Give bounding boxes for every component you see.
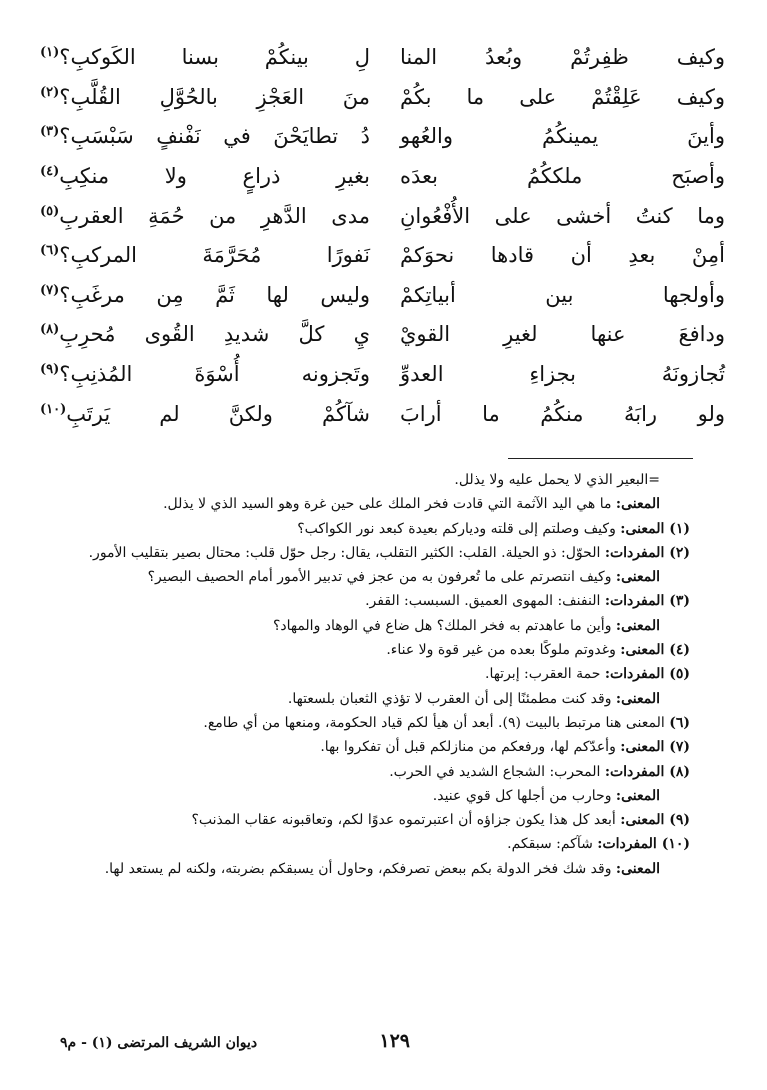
footnote-text: وكيف وصلتم إلى قلته ودياركم بعيدة كبعد نور الكواكب؟ xyxy=(297,520,621,537)
verse-first-hemistich: ودافعَ عنها لغيرِ القويْ xyxy=(400,322,725,347)
footnote-marker: (٧) xyxy=(40,282,60,298)
footnote-entry xyxy=(72,541,690,565)
poem-verses xyxy=(40,38,725,434)
verse-first-hemistich: وأينَ يمينكُمُ والعُهو xyxy=(400,124,725,149)
footnote-label: المعنى: xyxy=(615,690,660,707)
verse-row xyxy=(40,355,725,395)
verse-first-hemistich: وما كنتُ أخشى على الأُفْعُوانِ xyxy=(400,203,725,228)
footnote-entry xyxy=(72,662,690,686)
footnote-label: المعنى: xyxy=(615,860,660,877)
footnote-label: المعنى: xyxy=(615,787,660,804)
footnote-entry xyxy=(72,857,690,881)
footnote-entry xyxy=(72,565,690,589)
footnote-text: وأعدّكم لها، ورفعكم من منازلكم قبل أن تفكروا بها. xyxy=(320,739,621,756)
verse-first-hemistich: وكيف عَلِقْتُمْ على ما بكُمْ xyxy=(400,84,725,109)
verse-second-text: يِ كلَّ شديدِ القُوى مُحرِبِ xyxy=(59,322,370,347)
footnote-text: وحارب من أجلها كل قوي عنيد. xyxy=(432,787,616,804)
footnote-marker: (١) xyxy=(40,45,60,61)
verse-second-hemistich xyxy=(40,283,370,308)
footnote-label: (٤) المعنى: xyxy=(620,642,690,659)
footnote-text: وكيف انتصرتم على ما تُعرفون به من عجز في تدبير الأمور أمام الحصيف البصير؟ xyxy=(147,569,616,586)
verse-row xyxy=(40,394,725,434)
footnote-label: المعنى: xyxy=(615,496,660,513)
footnote-text: وقد شك فخر الدولة بكم ببعض تصرفكم، وحاول أن يسبقكم بضربته، ولكنه لم يستعد لها. xyxy=(104,860,616,877)
footnote-entry xyxy=(72,735,690,759)
footnote-entry xyxy=(72,760,690,784)
footnote-entry xyxy=(72,687,690,711)
footnote-text: وقد كنت مطمئنًا إلى أن العقرب لا تؤذي الثعبان بلسعتها. xyxy=(287,690,616,707)
footnote-text: أبعد كل هذا يكون جزاؤه أن اعتبرتموه عدوًا لكم، وتعاقبونه عقاب المذنب؟ xyxy=(191,812,621,829)
verse-second-hemistich xyxy=(40,124,370,149)
footnote-marker: (٣) xyxy=(40,124,60,140)
footnote-label: (٣) المفردات: xyxy=(604,593,690,610)
verse-second-text: لِ بينكُمْ بسنا الكَوكبِ؟ xyxy=(59,45,370,70)
footnote-marker: (٨) xyxy=(40,322,60,338)
verse-first-hemistich: تُجازونَهُ بجزاءِ العدوِّ xyxy=(400,361,725,386)
verse-first-hemistich: أمِنْ بعدِ أن قادها نحوَكمْ xyxy=(400,243,725,268)
footnote-text: النفنف: المهوى العميق. السبسب: القفر. xyxy=(365,593,605,610)
footnote-text: ما هي اليد الآثمة التي قادت فخر الملك على حين غرة وهو السيد الذي لا يذلل. xyxy=(163,496,616,513)
footnote-label: (٦) xyxy=(669,714,690,731)
verse-row xyxy=(40,315,725,355)
footnote-label: المعنى: xyxy=(615,569,660,586)
footnote-label: المعنى: xyxy=(615,617,660,634)
footnote-text: حمة العقرب: إبرتها. xyxy=(485,666,605,683)
verse-row xyxy=(40,276,725,316)
footnote-entry xyxy=(72,711,690,735)
verse-second-hemistich xyxy=(40,243,370,268)
footnote-label: (٧) المعنى: xyxy=(620,739,690,756)
verse-second-hemistich xyxy=(40,164,370,189)
verse-second-text: دُ تطايَحْنَ في نَفْنفٍ سَبْسَبِ؟ xyxy=(59,124,370,149)
verse-first-hemistich: وأصبَح ملككُمُ بعدَه xyxy=(400,163,725,188)
verse-second-hemistich xyxy=(40,402,370,427)
footnote-marker: (١٠) xyxy=(40,401,67,417)
verse-second-text: وليس لها ثَمَّ مِن مرغَبِ؟ xyxy=(59,282,370,307)
verse-second-hemistich xyxy=(40,204,370,229)
footnote-marker: (٢) xyxy=(40,84,60,100)
footnote-entry xyxy=(72,517,690,541)
footnote-text: وأين ما عاهدتم به فخر الملك؟ هل ضاع في الوهاد والمهاد؟ xyxy=(272,617,616,634)
footnote-text: وغدوتم ملوكًا بعده من غير قوة ولا عناء. xyxy=(386,642,621,659)
verse-second-text: منَ العَجْزِ بالحُوَّلِ القُلَّبِ؟ xyxy=(59,84,370,109)
verse-second-hemistich xyxy=(40,45,370,70)
footnote-entry xyxy=(72,638,690,662)
verse-first-hemistich: وأولجها بين أبياتِكمْ xyxy=(400,282,725,307)
footnote-marker: (٦) xyxy=(40,243,60,259)
footnote-text: الحوّل: ذو الحيلة. القلب: الكثير التقلب، يقال: رجل حوّل قلب: محتال بصير بتقليب الأمور. xyxy=(88,544,605,561)
verse-second-text: بغيرِ ذراعٍ ولا منكِبِ xyxy=(59,163,370,188)
verse-second-text: وتَجزونه أُسْوَةَ المُذنِبِ؟ xyxy=(59,361,370,386)
verse-row xyxy=(40,196,725,236)
footnotes xyxy=(72,468,690,881)
footnote-label: (١) المعنى: xyxy=(620,520,690,537)
footnote-entry xyxy=(72,784,690,808)
verse-row xyxy=(40,78,725,118)
footnote-text: =البعير الذي لا يحمل عليه ولا يذلل. xyxy=(454,472,660,488)
footnote-label: (٥) المفردات: xyxy=(604,666,690,683)
footnote-entry xyxy=(72,614,690,638)
footnote-entry xyxy=(72,808,690,832)
verse-first-hemistich: ولو رابَهُ منكُمُ ما أرابَ xyxy=(400,401,725,426)
footnote-marker: (٤) xyxy=(40,163,60,179)
verse-row xyxy=(40,117,725,157)
footnote-text: شآكم: سبقكم. xyxy=(507,836,598,853)
footnote-text: المحرب: الشجاع الشديد في الحرب. xyxy=(389,763,605,780)
verse-second-text: شآكُمْ ولكنَّ لم يَرتَبِ xyxy=(66,401,370,426)
footnote-separator xyxy=(508,458,693,459)
verse-second-hemistich xyxy=(40,85,370,110)
verse-row xyxy=(40,236,725,276)
footnote-marker: (٥) xyxy=(40,203,60,219)
book-reference: ديوان الشريف المرتضى (١) - م٩ xyxy=(60,1035,258,1051)
verse-row xyxy=(40,157,725,197)
footnote-label: (٢) المفردات: xyxy=(604,544,690,561)
page-footer xyxy=(60,1030,690,1058)
verse-second-text: نَفورًا مُحَرَّمَةَ المركبِ؟ xyxy=(59,243,370,268)
verse-second-hemistich xyxy=(40,362,370,387)
footnote-entry xyxy=(72,468,690,492)
verse-second-text: مدى الدَّهرِ من حُمَةِ العقربِ xyxy=(59,203,370,228)
verse-first-hemistich: وكيف ظفِرتُمْ وبُعدُ المنا xyxy=(400,45,725,70)
footnote-entry xyxy=(72,589,690,613)
footnote-entry xyxy=(72,832,690,856)
footnote-label: (٨) المفردات: xyxy=(604,763,690,780)
footnote-label: (١٠) المفردات: xyxy=(597,836,690,853)
page-number: ١٢٩ xyxy=(379,1030,410,1052)
verse-second-hemistich xyxy=(40,322,370,347)
footnote-text: المعنى هنا مرتبط بالبيت (٩). أبعد أن هيأ لكم قياد الحكومة، ومنعها من أي طامع. xyxy=(203,714,670,731)
footnote-label: (٩) المعنى: xyxy=(620,812,690,829)
footnote-marker: (٩) xyxy=(40,361,60,377)
verse-row xyxy=(40,38,725,78)
footnote-entry xyxy=(72,492,690,516)
